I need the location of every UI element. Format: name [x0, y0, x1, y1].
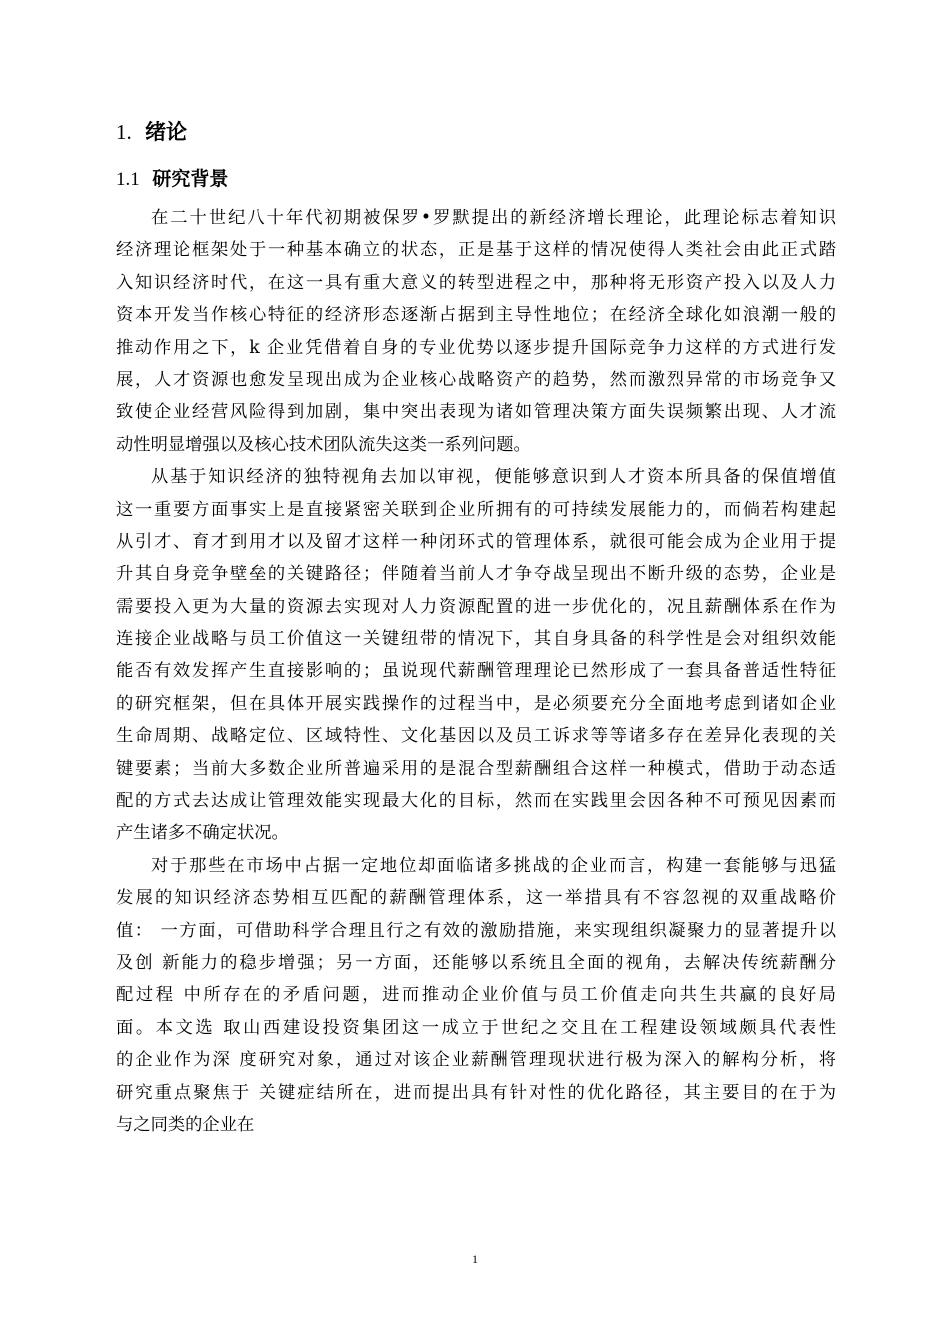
- paragraph-line: 的企业作为深 度研究对象，通过对该企业薪酬管理现状进行极为深入的解构分析，将: [116, 1050, 836, 1071]
- paragraph-line: 需要投入更为大量的资源去实现对人力资源配置的进一步优化的，况且薪酬体系在作为: [116, 596, 836, 617]
- chapter-number: 1.: [116, 120, 132, 144]
- paragraph-line: 致使企业经营风险得到加剧，集中突出表现为诸如管理决策方面失误频繁出现、人才流: [116, 402, 836, 423]
- paragraph-line: 连接企业战略与员工价值这一关键纽带的情况下，其自身具备的科学性是会对组织效能: [116, 629, 836, 650]
- paragraph-line: 从引才、育才到用才以及留才这样一种闭环式的管理体系，就很可能会成为企业用于提: [116, 531, 836, 552]
- paragraph-line: 经济理论框架处于一种基本确立的状态，正是基于这样的情况使得人类社会由此正式踏: [116, 240, 836, 261]
- paragraph-line: 入知识经济时代，在这一具有重大意义的转型进程之中，那种将无形资产投入以及人力: [116, 272, 836, 293]
- section-number: 1.1: [116, 169, 140, 190]
- paragraph-line: 动性明显增强以及核心技术团队流失这类一系列问题。: [116, 434, 531, 455]
- page-number: 1: [472, 1252, 478, 1266]
- paragraph-line: 这一重要方面事实上是直接紧密关联到企业所拥有的可持续发展能力的，而倘若构建起: [116, 499, 836, 520]
- paragraph-line: 值： 一方面，可借助科学合理且行之有效的激励措施，来实现组织凝聚力的显著提升以: [116, 920, 836, 941]
- paragraph-line: 产生诸多不确定状况。: [116, 823, 289, 844]
- paragraph-line: 在二十世纪八十年代初期被保罗•罗默提出的新经济增长理论，此理论标志着知识: [151, 208, 836, 228]
- section-heading: [116, 164, 228, 195]
- paragraph-line: 及创 新能力的稳步增强；另一方面，还能够以系统且全面的视角，去解决传统薪酬分: [116, 952, 836, 973]
- paragraph-line: 面。本文选 取山西建设投资集团这一成立于世纪之交且在工程建设领域颇具代表性: [116, 1017, 836, 1038]
- paragraph-line: 配的方式去达成让管理效能实现最大化的目标，然而在实践里会因各种不可预见因素而: [116, 791, 836, 812]
- chapter-heading: [116, 116, 187, 148]
- paragraph-line: 展，人才资源也愈发呈现出成为企业核心战略资产的趋势，然而激烈异常的市场竞争又: [116, 369, 836, 390]
- chapter-title: 绪论: [145, 120, 188, 144]
- paragraph-line: 与之同类的企业在: [116, 1114, 255, 1135]
- paragraph-line: 发展的知识经济态势相互匹配的薪酬管理体系，这一举措具有不容忽视的双重战略价: [116, 888, 836, 909]
- paragraph-line: 资本开发当作核心特征的经济形态逐渐占据到主导性地位；在经济全球化如浪潮一般的: [116, 305, 836, 326]
- paragraph-line: 研究重点聚焦于 关键症结所在，进而提出具有针对性的优化路径，其主要目的在于为: [116, 1082, 836, 1103]
- paragraph-line: 能否有效发挥产生直接影响的；虽说现代薪酬管理理论已然形成了一套具备普适性特征: [116, 661, 836, 682]
- body-text: [116, 202, 836, 1141]
- paragraph-line: 生命周期、战略定位、区域特性、文化基因以及员工诉求等等诸多存在差异化表现的关: [116, 726, 836, 747]
- section-title: 研究背景: [152, 168, 229, 190]
- paragraph-line: 键要素；当前大多数企业所普遍采用的是混合型薪酬组合这样一种模式，借助于动态适: [116, 758, 836, 779]
- paragraph-line: 升其自身竞争壁垒的关键路径；伴随着当前人才争夺战呈现出不断升级的态势，企业是: [116, 564, 836, 585]
- paragraph-line: 对于那些在市场中占据一定地位却面临诸多挑战的企业而言，构建一套能够与迅猛: [151, 855, 836, 876]
- paragraph-line: 推动作用之下，k 企业凭借着自身的专业优势以逐步提升国际竞争力这样的方式进行发: [116, 337, 836, 358]
- paragraph-line: 的研究框架，但在具体开展实践操作的过程当中，是必须要充分全面地考虑到诸如企业: [116, 693, 836, 714]
- paragraph-line: 从基于知识经济的独特视角去加以审视，便能够意识到人才资本所具备的保值增值: [151, 467, 836, 488]
- paragraph-line: 配过程 中所存在的矛盾问题，进而推动企业价值与员工价值走向共生共赢的良好局: [116, 985, 836, 1006]
